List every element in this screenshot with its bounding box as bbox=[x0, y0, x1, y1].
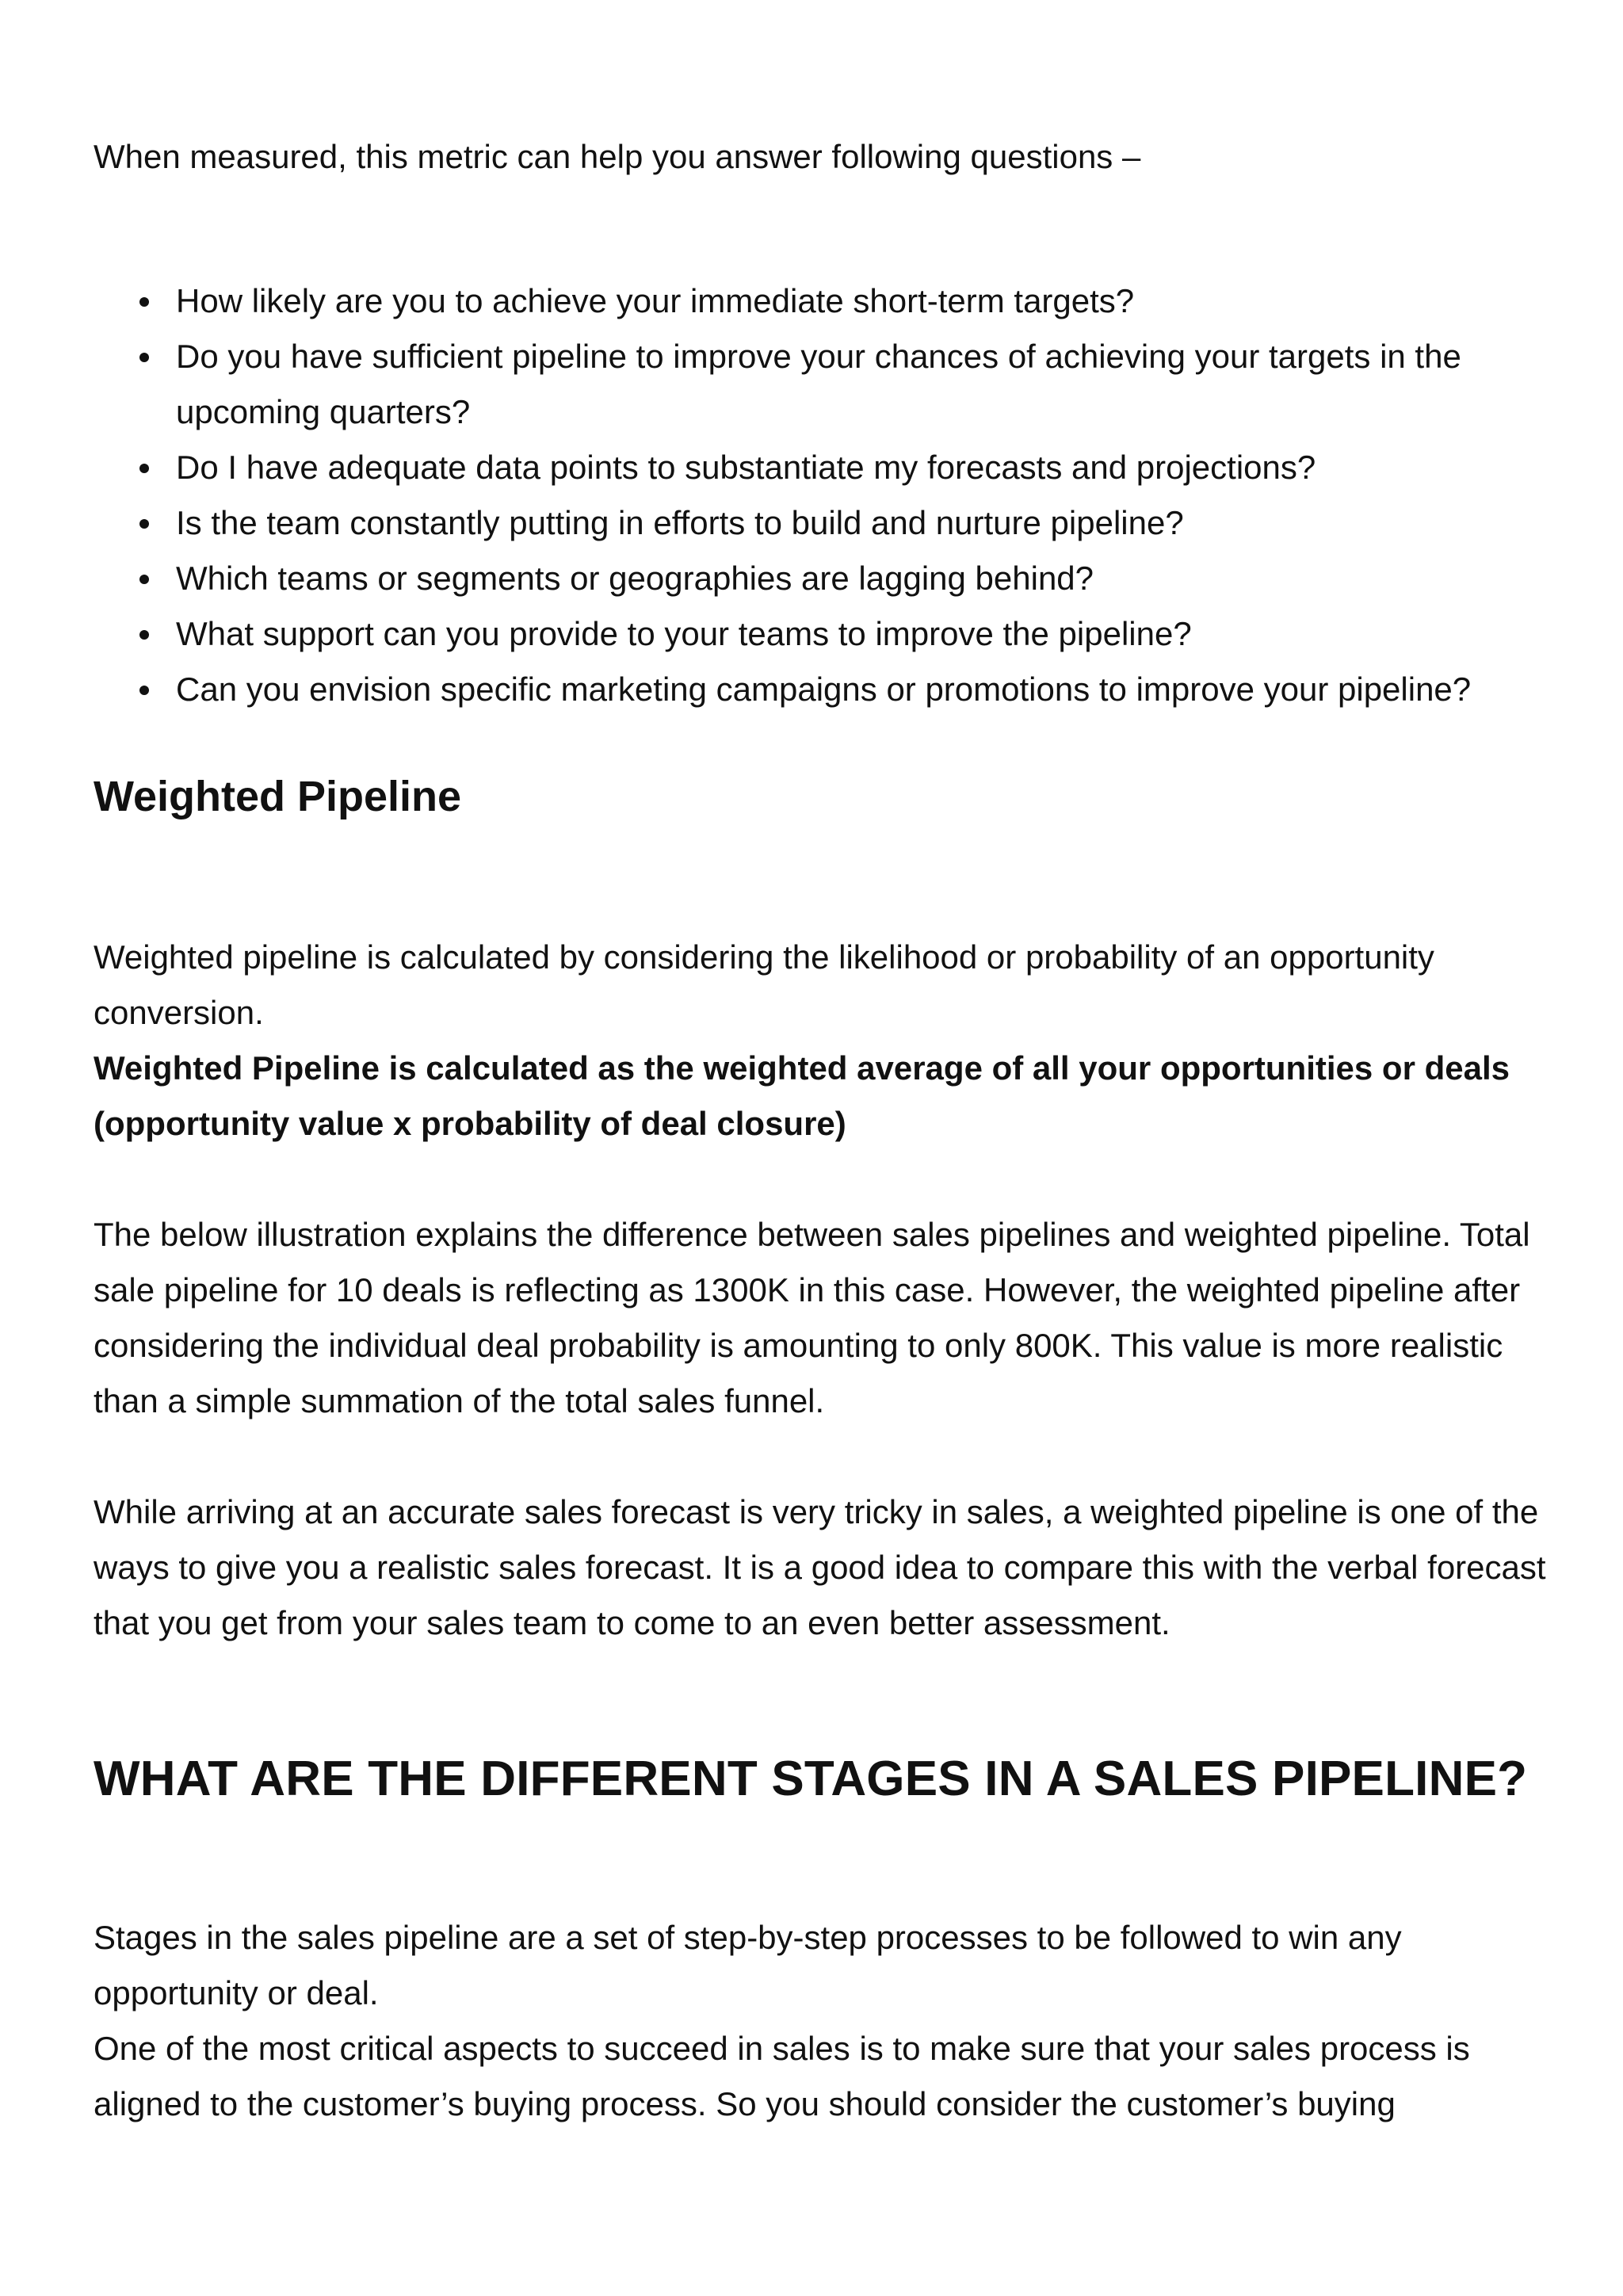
weighted-definition-paragraph: Weighted pipeline is calculated by considering the likelihood or probability of an opportunity conversion. bbox=[94, 938, 1434, 1031]
stages-alignment-paragraph: One of the most critical aspects to succeed in sales is to make sure that your sales process is aligned to the customer’s buying process. So you should consider the customer’s buying bbox=[94, 2030, 1470, 2122]
stages-heading: WHAT ARE THE DIFFERENT STAGES IN A SALES PIPELINE? bbox=[94, 1752, 1528, 1806]
weighted-formula-paragraph: Weighted Pipeline is calculated as the weighted average of all your opportunities or deals (opportunity value x probability of deal closure) bbox=[94, 1049, 1510, 1142]
forecast-paragraph: While arriving at an accurate sales forecast is very tricky in sales, a weighted pipeline is one of the ways to give you a realistic sales forecast. It is a good idea to compare this with the verbal forecast that you get from your sales team to come to an even better assessment. bbox=[94, 1493, 1546, 1641]
stages-intro-paragraph: Stages in the sales pipeline are a set of step-by-step processes to be followed to win any opportunity or deal. bbox=[94, 1919, 1402, 2011]
intro-paragraph: When measured, this metric can help you answer following questions – bbox=[94, 138, 1141, 175]
list-item: What support can you provide to your teams to improve the pipeline? bbox=[176, 606, 1552, 662]
questions-list bbox=[94, 273, 1552, 717]
list-item: Is the team constantly putting in efforts to build and nurture pipeline? bbox=[176, 495, 1552, 551]
list-item: How likely are you to achieve your immediate short-term targets? bbox=[176, 273, 1552, 329]
weighted-definition-block bbox=[94, 930, 1552, 1152]
stages-block bbox=[94, 1910, 1552, 2132]
weighted-pipeline-heading: Weighted Pipeline bbox=[94, 773, 462, 820]
list-item: Which teams or segments or geographies are lagging behind? bbox=[176, 551, 1552, 606]
list-item: Do I have adequate data points to substantiate my forecasts and projections? bbox=[176, 440, 1552, 495]
illustration-paragraph: The below illustration explains the difference between sales pipelines and weighted pipeline. Total sale pipeline for 10 deals is reflecting as 1300K in this case. However, the weighted pipeline after considering the individual deal probability is amounting to only 800K. This value is more realistic than a simple summation of the total sales funnel. bbox=[94, 1216, 1530, 1419]
list-item: Can you envision specific marketing campaigns or promotions to improve your pipeline? bbox=[176, 662, 1552, 717]
list-item: Do you have sufficient pipeline to improve your chances of achieving your targets in the upcoming quarters? bbox=[176, 329, 1552, 440]
